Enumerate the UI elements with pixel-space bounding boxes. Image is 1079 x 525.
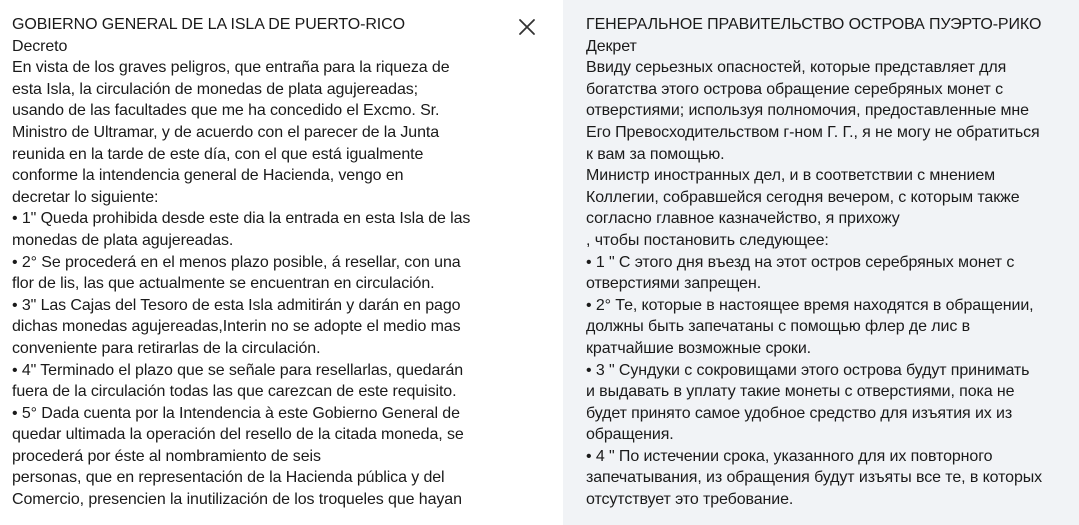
translated-text-line: Его Превосходительством г-ном Г. Г., я не могу не обратиться bbox=[586, 123, 1040, 141]
source-text-line: decretar lo siguiente: bbox=[12, 188, 159, 206]
translated-text-line: ГЕНЕРАЛЬНОЕ ПРАВИТЕЛЬСТВО ОСТРОВА ПУЭРТО-РИКО bbox=[586, 16, 1042, 33]
translated-text-pane bbox=[563, 0, 1079, 525]
source-text-line: • 2° Se procederá en el menos plazo posible, á resellar, con una bbox=[12, 253, 461, 271]
source-text-line: • 3" Las Cajas del Tesoro de esta Isla admitirán y darán en pago bbox=[12, 296, 461, 314]
source-text-line: conforme la intendencia general de Hacienda, vengo en bbox=[12, 167, 404, 185]
translated-text-line: согласно главное казначейство, я прихожу bbox=[586, 210, 900, 228]
source-text-line: GOBIERNO GENERAL DE LA ISLA DE PUERTO-RICO bbox=[12, 16, 405, 33]
translated-text-line: Министр иностранных дел, и в соответствии с мнением bbox=[586, 167, 996, 185]
source-text-line: conveniente para retirarlas de la circulación. bbox=[12, 339, 321, 357]
translated-text-line: кратчайшие возможные сроки. bbox=[586, 339, 812, 357]
translated-text-line: и выдавать в уплату такие монеты с отверстиями, пока не bbox=[586, 383, 1015, 401]
translated-text-line: Декрет bbox=[586, 37, 637, 55]
translated-text-line: • 4 " По истечении срока, указанного для их повторного bbox=[586, 447, 993, 465]
translated-text-line: к вам за помощью. bbox=[586, 145, 725, 163]
translated-text-line: отсутствует это требование. bbox=[586, 491, 794, 509]
source-text-line: Ministro de Ultramar, y de acuerdo con el parecer de la Junta bbox=[12, 123, 440, 141]
source-text-line: quedar ultimada la operación del resello de la citada moneda, se bbox=[12, 426, 464, 444]
translated-text-line: должны быть запечатаны с помощью флер де лис в bbox=[586, 318, 970, 336]
translated-text-line: • 3 " Сундуки с сокровищами этого острова будут принимать bbox=[586, 361, 1030, 379]
source-text-line: reunida en la tarde de este día, con el que está igualmente bbox=[12, 145, 424, 163]
translated-text-line: обращения. bbox=[586, 426, 674, 444]
source-text-line: • 1" Queda prohibida desde este dia la entrada en esta Isla de las bbox=[12, 210, 471, 228]
source-text-line: usando de las facultades que me ha concedido el Excmo. Sr. bbox=[12, 102, 440, 120]
source-text-line: monedas de plata agujereadas. bbox=[12, 231, 234, 249]
translated-text-line: , чтобы постановить следующее: bbox=[586, 231, 829, 249]
translated-text-line: отверстиями запрещен. bbox=[586, 275, 762, 293]
translated-text-line: Коллегии, собравшейся сегодня вечером, с которым также bbox=[586, 188, 1020, 206]
source-text-line: procederá por éste al nombramiento de seis bbox=[12, 447, 321, 465]
source-text-line: • 4" Terminado el plazo que se señale para resellarlas, quedarán bbox=[12, 361, 464, 379]
source-text-line: fuera de la circulación todas las que carezcan de este requisito. bbox=[12, 383, 457, 401]
source-text-line: • 5° Dada cuenta por la Intendencia à este Gobierno General de bbox=[12, 404, 460, 422]
source-text-line: dichas monedas agujereadas,Interin no se adopte el medio mas bbox=[12, 318, 461, 336]
clear-source-button[interactable] bbox=[512, 12, 542, 42]
source-text-line: En vista de los graves peligros, que entraña para la riqueza de bbox=[12, 59, 450, 77]
translated-text-line: Ввиду серьезных опасностей, которые представляет для bbox=[586, 59, 1007, 77]
translated-text-line: • 1 " С этого дня въезд на этот остров серебряных монет с bbox=[586, 253, 1015, 271]
translated-text-line: отверстиями; используя полномочия, предоставленные мне bbox=[586, 102, 1029, 120]
translated-text-line: запечатывания, из обращения будут изъяты все те, в которых bbox=[586, 469, 1043, 487]
source-text-line: Comercio, presencien la inutilización de los troqueles que hayan bbox=[12, 491, 462, 509]
translated-text-line: богатства этого острова обращение серебряных монет с bbox=[586, 80, 1003, 98]
translated-text-line: • 2° Те, которые в настоящее время находятся в обращении, bbox=[586, 296, 1034, 314]
source-text-line: flor de lis, las que actualmente se encuentran en circulación. bbox=[12, 275, 435, 293]
source-text-line: esta Isla, la circulación de monedas de plata agujereadas; bbox=[12, 80, 419, 98]
source-text-line: personas, que en representación de la Hacienda pública y del bbox=[12, 469, 445, 487]
translated-text-line: будет принято самое удобное средство для изъятия их из bbox=[586, 404, 1013, 422]
close-icon bbox=[518, 18, 536, 36]
source-text-line: Decreto bbox=[12, 37, 68, 55]
